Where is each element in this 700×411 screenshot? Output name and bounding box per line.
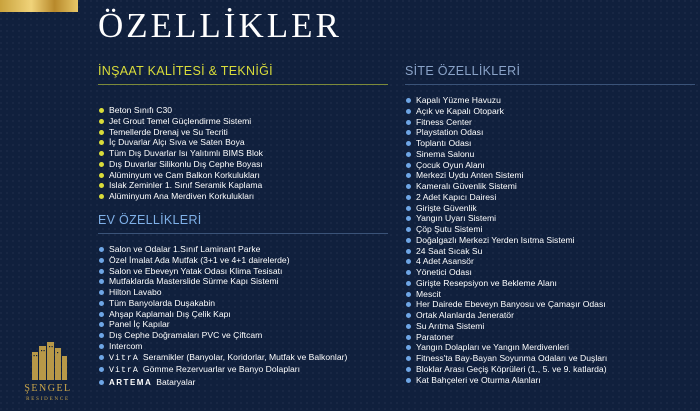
list-item: 2 Adet Kapıcı Dairesi	[405, 192, 695, 203]
list-item: Fitness Center	[405, 117, 695, 128]
brand-list-item	[98, 352, 388, 365]
brand-logo-text: VitrA	[109, 353, 139, 363]
list-item: Playstation Odası	[405, 127, 695, 138]
list-item: Kameralı Güvenlik Sistemi	[405, 181, 695, 192]
logo-name: ŞENGEL	[24, 383, 72, 394]
list-item: Panel İç Kapılar	[98, 319, 388, 330]
list-item: Çöp Şutu Sistemi	[405, 224, 695, 235]
list-item: Temellerde Drenaj ve Su Tecriti	[98, 127, 388, 138]
list-item: İç Duvarlar Alçı Sıva ve Saten Boya	[98, 137, 388, 148]
brand-item-text: Seramikler (Banyolar, Koridorlar, Mutfak ve Balkonlar)	[142, 351, 348, 362]
list-item: Açık ve Kapalı Otopark	[405, 106, 695, 117]
page-title: ÖZELLİKLER	[98, 6, 342, 45]
logo-subtitle: RESIDENCE	[26, 397, 70, 402]
list-item: Yangın Uyarı Sistemi	[405, 213, 695, 224]
list-item: Ortak Alanlarda Jeneratör	[405, 310, 695, 321]
site-heading: SİTE ÖZELLİKLERİ	[405, 64, 695, 85]
site-section	[405, 64, 695, 385]
list-item: Dış Cephe Doğramaları PVC ve Çiftcam	[98, 330, 388, 341]
construction-section	[98, 64, 388, 202]
list-item: Islak Zeminler 1. Sınıf Seramik Kaplama	[98, 180, 388, 191]
brand-list-item	[98, 377, 388, 389]
list-item: Sinema Salonu	[405, 149, 695, 160]
site-list	[405, 95, 695, 385]
list-item: 24 Saat Sıcak Su	[405, 246, 695, 257]
home-section	[98, 213, 388, 389]
list-item: 4 Adet Asansör	[405, 256, 695, 267]
list-item: Girişte Güvenlik	[405, 203, 695, 214]
list-item: Girişte Resepsiyon ve Bekleme Alanı	[405, 278, 695, 289]
list-item: Çocuk Oyun Alanı	[405, 160, 695, 171]
list-item: Hilton Lavabo	[98, 287, 388, 298]
list-item: Fitness'ta Bay-Bayan Soyunma Odaları ve Duşları	[405, 353, 695, 364]
gold-corner-decoration	[0, 0, 78, 12]
brand-list-item	[98, 364, 388, 377]
home-heading: EV ÖZELLİKLERİ	[98, 213, 388, 234]
list-item: Merkezi Uydu Anten Sistemi	[405, 170, 695, 181]
list-item: Dış Duvarlar Silikonlu Dış Cephe Boyası	[98, 159, 388, 170]
list-item: Beton Sınıfı C30	[98, 105, 388, 116]
home-list	[98, 244, 388, 389]
list-item: Mescit	[405, 289, 695, 300]
construction-list	[98, 105, 388, 202]
brand-logo-text: VitrA	[109, 366, 139, 376]
list-item: Yönetici Odası	[405, 267, 695, 278]
list-item: Kapalı Yüzme Havuzu	[405, 95, 695, 106]
list-item: Mutfaklarda Masterslide Sürme Kapı Sistemi	[98, 276, 388, 287]
list-item: Ahşap Kaplamalı Dış Çelik Kapı	[98, 309, 388, 320]
list-item: Paratoner	[405, 332, 695, 343]
list-item: Yangın Dolapları ve Yangın Merdivenleri	[405, 342, 695, 353]
brand-logo-text: ARTEMA	[109, 378, 153, 387]
construction-heading: İNŞAAT KALİTESİ & TEKNİĞİ	[98, 64, 388, 85]
brand-item-text: Bataryalar	[156, 377, 196, 387]
list-item: Toplantı Odası	[405, 138, 695, 149]
brand-item-text: Gömme Rezervuarlar ve Banyo Dolapları	[142, 364, 301, 375]
list-item: Bloklar Arası Geçiş Köprüleri (1., 5. ve 9. katlarda)	[405, 364, 695, 375]
list-item: Intercom	[98, 341, 388, 352]
list-item: Tüm Dış Duvarlar Isı Yalıtımlı BIMS Blok	[98, 148, 388, 159]
list-item: Alüminyum ve Cam Balkon Korkulukları	[98, 170, 388, 181]
list-item: Özel İmalat Ada Mutfak (3+1 ve 4+1 dairelerde)	[98, 255, 388, 266]
list-item: Her Dairede Ebeveyn Banyosu ve Çamaşır Odası	[405, 299, 695, 310]
list-item: Salon ve Odalar 1.Sınıf Laminant Parke	[98, 244, 388, 255]
list-item: Tüm Banyolarda Duşakabin	[98, 298, 388, 309]
list-item: Doğalgazlı Merkezi Yerden Isıtma Sistemi	[405, 235, 695, 246]
list-item: Jet Grout Temel Güçlendirme Sistemi	[98, 116, 388, 127]
list-item: Kat Bahçeleri ve Oturma Alanları	[405, 375, 695, 386]
list-item: Su Arıtma Sistemi	[405, 321, 695, 332]
list-item: Alüminyum Ana Merdiven Korkulukları	[98, 191, 388, 202]
list-item: Salon ve Ebeveyn Yatak Odası Klima Tesisatı	[98, 266, 388, 277]
